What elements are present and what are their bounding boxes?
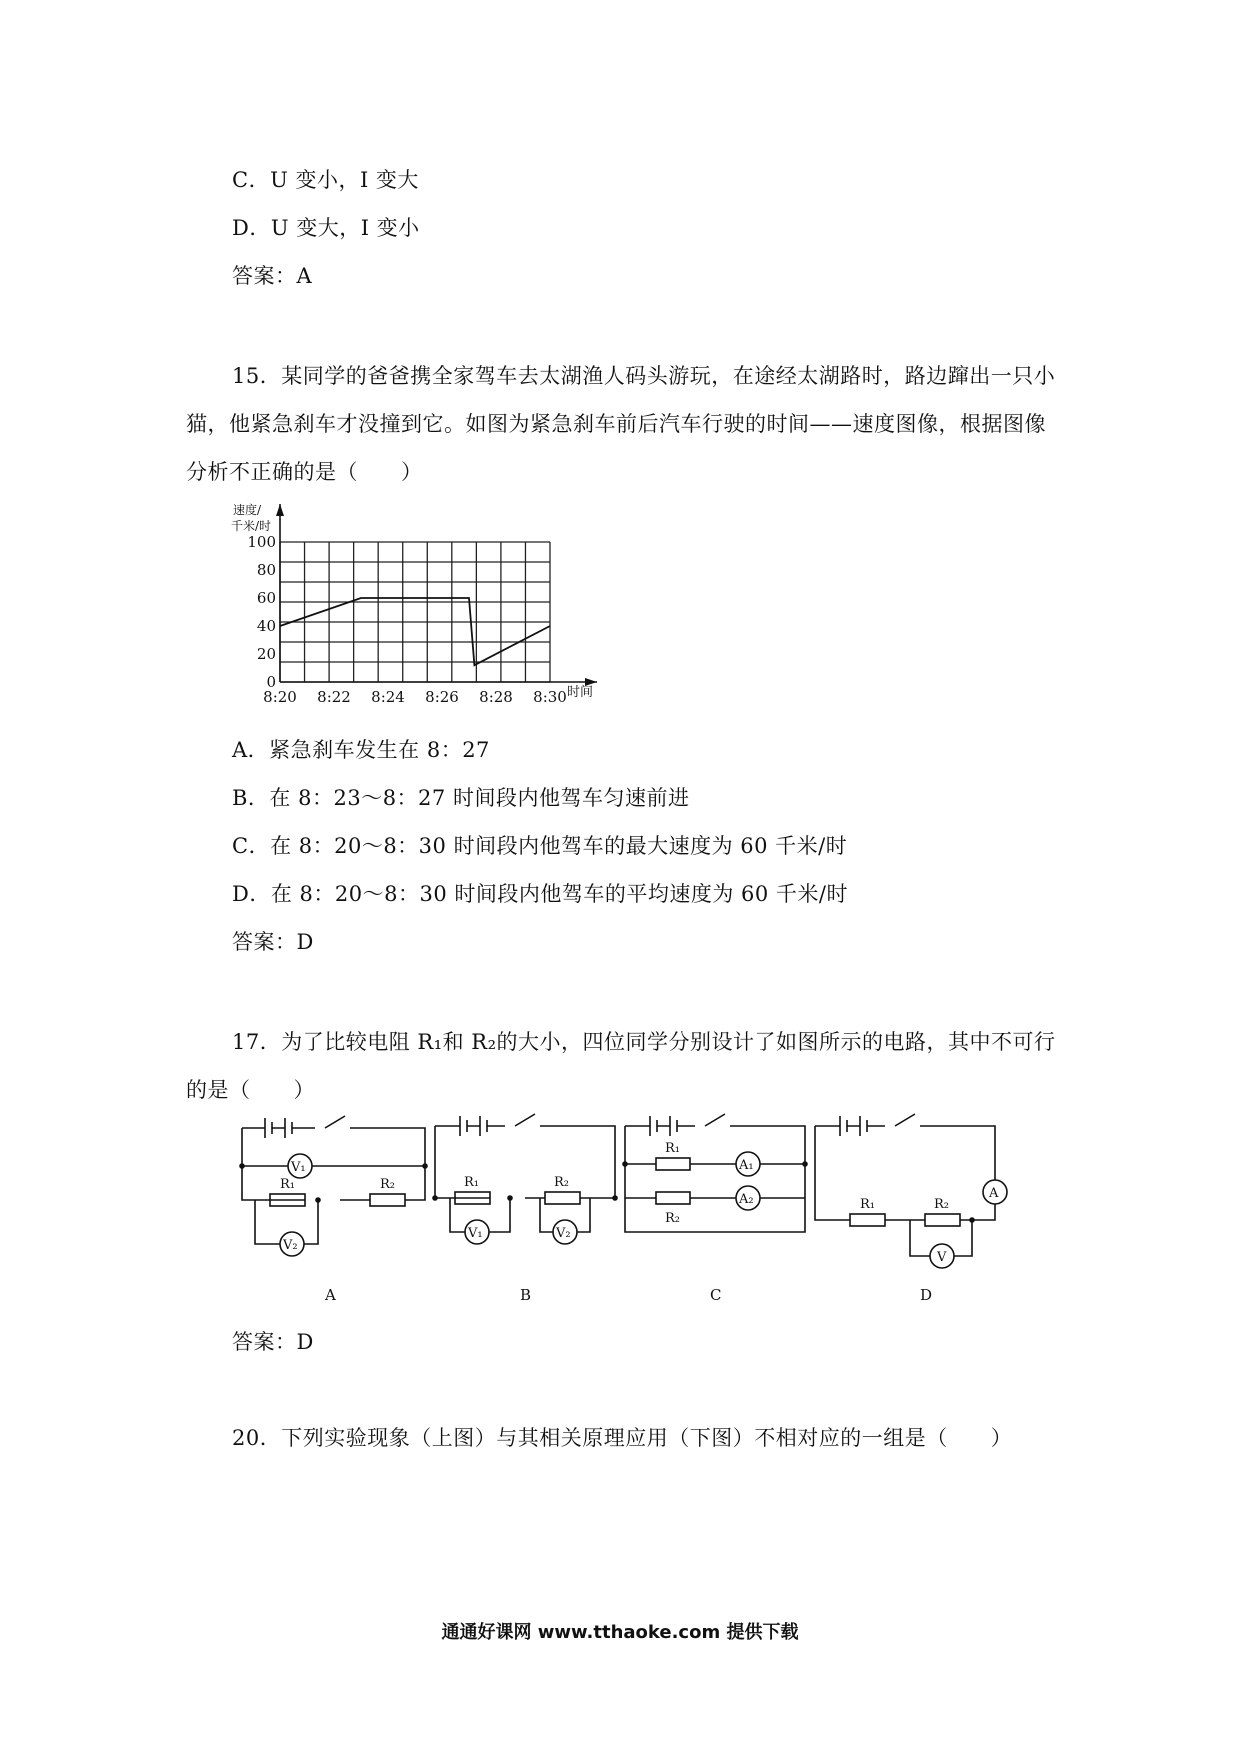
- chart-axes: [276, 504, 597, 686]
- q15-stem-line1: 15．某同学的爸爸携全家驾车去太湖渔人码头游玩，在途经太湖路时，路边蹿出一只小: [232, 364, 1056, 388]
- circuit-d: [815, 1114, 1007, 1304]
- q14-option-d: D．U 变大，I 变小: [232, 216, 420, 240]
- circuit-c-m2: A₂: [739, 1192, 754, 1207]
- chart-ylabel-2: 千米/时: [231, 519, 272, 533]
- circuit-b-caption: B: [520, 1286, 532, 1304]
- circuit-d-m1: A: [989, 1186, 999, 1201]
- circuit-a-m1: V₁: [291, 1160, 306, 1175]
- circuit-a: [240, 1116, 427, 1304]
- x-tick-label: 8:20: [263, 688, 297, 706]
- x-tick-label: 8:28: [479, 688, 513, 706]
- circuit-c-caption: C: [710, 1286, 722, 1304]
- y-tick-label: 0: [266, 673, 276, 691]
- chart-series: [280, 598, 550, 665]
- circuit-b: [433, 1114, 617, 1304]
- q14-answer: 答案：A: [232, 264, 313, 288]
- circuit-b-r1: R₁: [464, 1175, 479, 1190]
- circuit-diagrams: [220, 1108, 1040, 1308]
- circuit-b-r2: R₂: [554, 1175, 569, 1190]
- circuit-c-r2: R₂: [665, 1211, 680, 1226]
- circuit-a-m2: V₂: [283, 1238, 298, 1253]
- x-tick-label: 8:26: [425, 688, 459, 706]
- circuit-a-r2: R₂: [380, 1177, 395, 1192]
- q15-answer: 答案：D: [232, 930, 314, 954]
- page-footer: 通通好课网 www.tthaoke.com 提供下载: [441, 1622, 799, 1643]
- speed-time-chart: [225, 500, 605, 715]
- x-tick-label: 8:22: [317, 688, 351, 706]
- q15-stem-line2: 猫，他紧急刹车才没撞到它。如图为紧急刹车前后汽车行驶的时间——速度图像，根据图像: [186, 412, 1046, 436]
- q20-stem-line1: 20．下列实验现象（上图）与其相关原理应用（下图）不相对应的一组是（ ）: [232, 1426, 1013, 1450]
- y-tick-label: 20: [256, 645, 276, 663]
- circuit-d-r1: R₁: [860, 1197, 875, 1212]
- x-tick-label: 8:30: [533, 688, 567, 706]
- chart-ticks: [247, 533, 566, 706]
- circuit-d-m2: V: [937, 1250, 947, 1265]
- chart-xlabel: 时间: [567, 685, 594, 700]
- y-tick-label: 60: [256, 589, 276, 607]
- q17-answer: 答案：D: [232, 1330, 314, 1354]
- circuit-d-r2: R₂: [934, 1197, 949, 1212]
- q17-stem-line1: 17．为了比较电阻 R₁和 R₂的大小，四位同学分别设计了如图所示的电路，其中不可行: [232, 1030, 1056, 1054]
- circuit-c-m1: A₁: [739, 1158, 754, 1173]
- circuit-c-r1: R₁: [665, 1141, 680, 1156]
- y-tick-label: 40: [256, 617, 276, 635]
- q15-option-a: A．紧急刹车发生在 8：27: [232, 738, 490, 762]
- y-tick-label: 100: [247, 533, 276, 551]
- x-tick-label: 8:24: [371, 688, 405, 706]
- chart-ylabel-1: 速度/: [233, 503, 262, 517]
- q15-option-c: C．在 8：20～8：30 时间段内他驾车的最大速度为 60 千米/时: [232, 834, 848, 858]
- speed-series-line: [280, 598, 550, 665]
- q15-stem-line3: 分析不正确的是（ ）: [186, 460, 423, 484]
- q15-option-b: B．在 8：23～8：27 时间段内他驾车匀速前进: [232, 786, 690, 810]
- circuit-b-m1: V₁: [468, 1226, 483, 1241]
- q15-option-d: D．在 8：20～8：30 时间段内他驾车的平均速度为 60 千米/时: [232, 882, 848, 906]
- circuit-d-caption: D: [920, 1286, 933, 1304]
- q14-option-c: C．U 变小，I 变大: [232, 168, 419, 192]
- circuit-a-r1: R₁: [280, 1177, 295, 1192]
- q17-stem-line2: 的是（ ）: [186, 1078, 315, 1102]
- circuit-b-m2: V₂: [556, 1226, 571, 1241]
- circuit-c: [623, 1114, 807, 1304]
- circuit-a-caption: A: [325, 1286, 336, 1304]
- y-axis-arrow: [276, 504, 284, 516]
- y-tick-label: 80: [256, 561, 276, 579]
